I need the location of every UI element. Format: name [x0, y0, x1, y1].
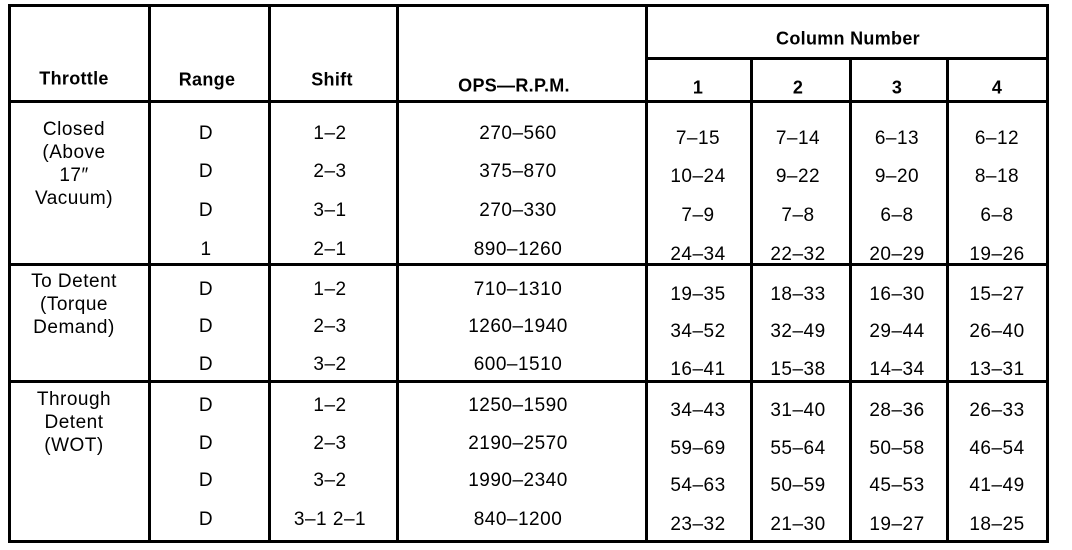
shift-header: Shift — [311, 69, 353, 90]
column-2-cell: 15–38 — [770, 359, 826, 380]
column-4-cell: 26–33 — [969, 400, 1025, 421]
column-1-cell: 16–41 — [670, 359, 726, 380]
range-cell: D — [198, 200, 214, 221]
ops-rpm-cell: 890–1260 — [473, 239, 563, 260]
ops-rpm-header: OPS—R.P.M. — [458, 75, 570, 96]
column-4-cell: 8–18 — [974, 166, 1020, 187]
column-3-cell: 19–27 — [869, 514, 925, 535]
throttle-header: Throttle — [39, 68, 109, 89]
column-2-cell: 7–8 — [781, 205, 815, 226]
range-col-divider — [148, 4, 151, 543]
column-2-cell: 9–22 — [775, 166, 821, 187]
range-cell: D — [198, 395, 214, 416]
column-3-cell: 9–20 — [874, 166, 920, 187]
column1-divider — [645, 4, 648, 543]
ops-col-divider — [396, 4, 399, 543]
column-2-cell: 32–49 — [770, 321, 826, 342]
throttle-label-line: Closed — [42, 119, 106, 140]
range-cell: D — [198, 509, 214, 530]
table-border-top — [8, 4, 1049, 7]
column-4-cell: 15–27 — [969, 284, 1025, 305]
throttle-label-line: Detent — [44, 412, 104, 433]
column-3-cell: 16–30 — [869, 284, 925, 305]
throttle-label-line: (Torque — [40, 294, 108, 315]
column-3-cell: 29–44 — [869, 321, 925, 342]
ops-rpm-cell: 2190–2570 — [468, 433, 568, 454]
shift-cell: 3–2 — [313, 470, 347, 491]
ops-rpm-cell: 710–1310 — [473, 279, 563, 300]
column-3-cell: 6–13 — [874, 128, 920, 149]
throttle-label-line: 17″ — [59, 165, 89, 186]
throttle-label-line: (Above — [42, 142, 106, 163]
range-cell: D — [198, 161, 214, 182]
ops-rpm-cell: 270–330 — [479, 200, 557, 221]
table-border-bottom — [8, 540, 1049, 543]
column-number-header: Column Number — [776, 28, 920, 49]
ops-rpm-cell: 1260–1940 — [468, 316, 568, 337]
column-3-header: 3 — [891, 77, 903, 98]
ops-rpm-cell: 840–1200 — [473, 509, 563, 530]
shift-cell: 2–3 — [313, 161, 347, 182]
shift-cell: 2–3 — [313, 316, 347, 337]
shift-cell: 1–2 — [313, 395, 347, 416]
shift-col-divider — [268, 4, 271, 543]
column-4-header: 4 — [991, 77, 1003, 98]
column-4-cell: 41–49 — [969, 475, 1025, 496]
column-4-cell: 46–54 — [969, 438, 1025, 459]
range-cell: D — [198, 316, 214, 337]
column-1-cell: 59–69 — [670, 438, 726, 459]
range-header: Range — [178, 69, 236, 90]
throttle-label-line: Vacuum) — [34, 188, 114, 209]
header-bottom-rule — [8, 100, 1049, 103]
column-4-cell: 18–25 — [969, 514, 1025, 535]
column3-divider — [849, 57, 852, 543]
column-4-cell: 13–31 — [969, 359, 1025, 380]
shift-cell: 2–3 — [313, 433, 347, 454]
table-border-left — [8, 4, 11, 543]
throttle-label-line: Demand) — [33, 317, 115, 338]
range-cell: D — [198, 470, 214, 491]
range-cell: D — [198, 354, 214, 375]
shift-cell: 3–1 — [313, 200, 347, 221]
ops-rpm-cell: 375–870 — [479, 161, 557, 182]
column-1-cell: 34–43 — [670, 400, 726, 421]
throttle-label-to-detent — [31, 270, 117, 339]
column-number-rule — [645, 57, 1049, 60]
table-border-right — [1046, 4, 1049, 543]
column-3-cell: 14–34 — [869, 359, 925, 380]
throttle-label-line: To Detent — [31, 271, 117, 292]
column-4-cell: 19–26 — [969, 244, 1025, 265]
column-2-cell: 7–14 — [775, 128, 821, 149]
range-cell: 1 — [200, 239, 212, 260]
column-1-cell: 24–34 — [670, 244, 726, 265]
column-2-cell: 55–64 — [770, 438, 826, 459]
column-3-cell: 20–29 — [869, 244, 925, 265]
column-1-cell: 7–9 — [681, 205, 715, 226]
throttle-label-line: (WOT) — [44, 435, 104, 456]
column-4-cell: 6–12 — [974, 128, 1020, 149]
column-4-cell: 6–8 — [980, 205, 1014, 226]
column2-divider — [750, 57, 753, 543]
column-2-cell: 50–59 — [770, 475, 826, 496]
ops-rpm-cell: 1990–2340 — [468, 470, 568, 491]
column-1-cell: 19–35 — [670, 284, 726, 305]
column-3-cell: 6–8 — [880, 205, 914, 226]
shift-cell: 1–2 — [313, 279, 347, 300]
range-cell: D — [198, 433, 214, 454]
shift-cell: 3–2 — [313, 354, 347, 375]
ops-rpm-cell: 270–560 — [479, 123, 557, 144]
shift-cell: 1–2 — [313, 123, 347, 144]
column-3-cell: 50–58 — [869, 438, 925, 459]
column-1-cell: 7–15 — [675, 128, 721, 149]
column-2-cell: 22–32 — [770, 244, 826, 265]
column-3-cell: 28–36 — [869, 400, 925, 421]
shift-cell: 2–1 — [313, 239, 347, 260]
column-1-cell: 34–52 — [670, 321, 726, 342]
column4-divider — [946, 57, 949, 543]
shift-cell: 3–1 2–1 — [293, 509, 367, 530]
column-2-cell: 21–30 — [770, 514, 826, 535]
column-2-header: 2 — [792, 77, 804, 98]
column-1-header: 1 — [692, 77, 704, 98]
column-3-cell: 45–53 — [869, 475, 925, 496]
column-4-cell: 26–40 — [969, 321, 1025, 342]
column-2-cell: 31–40 — [770, 400, 826, 421]
range-cell: D — [198, 279, 214, 300]
column-1-cell: 54–63 — [670, 475, 726, 496]
column-2-cell: 18–33 — [770, 284, 826, 305]
ops-rpm-cell: 1250–1590 — [468, 395, 568, 416]
ops-rpm-cell: 600–1510 — [473, 354, 563, 375]
throttle-label-closed-vacuum — [35, 118, 113, 210]
throttle-label-line: Through — [36, 389, 112, 410]
throttle-label-through-detent — [37, 388, 111, 457]
column-1-cell: 23–32 — [670, 514, 726, 535]
range-cell: D — [198, 123, 214, 144]
column-1-cell: 10–24 — [670, 166, 726, 187]
